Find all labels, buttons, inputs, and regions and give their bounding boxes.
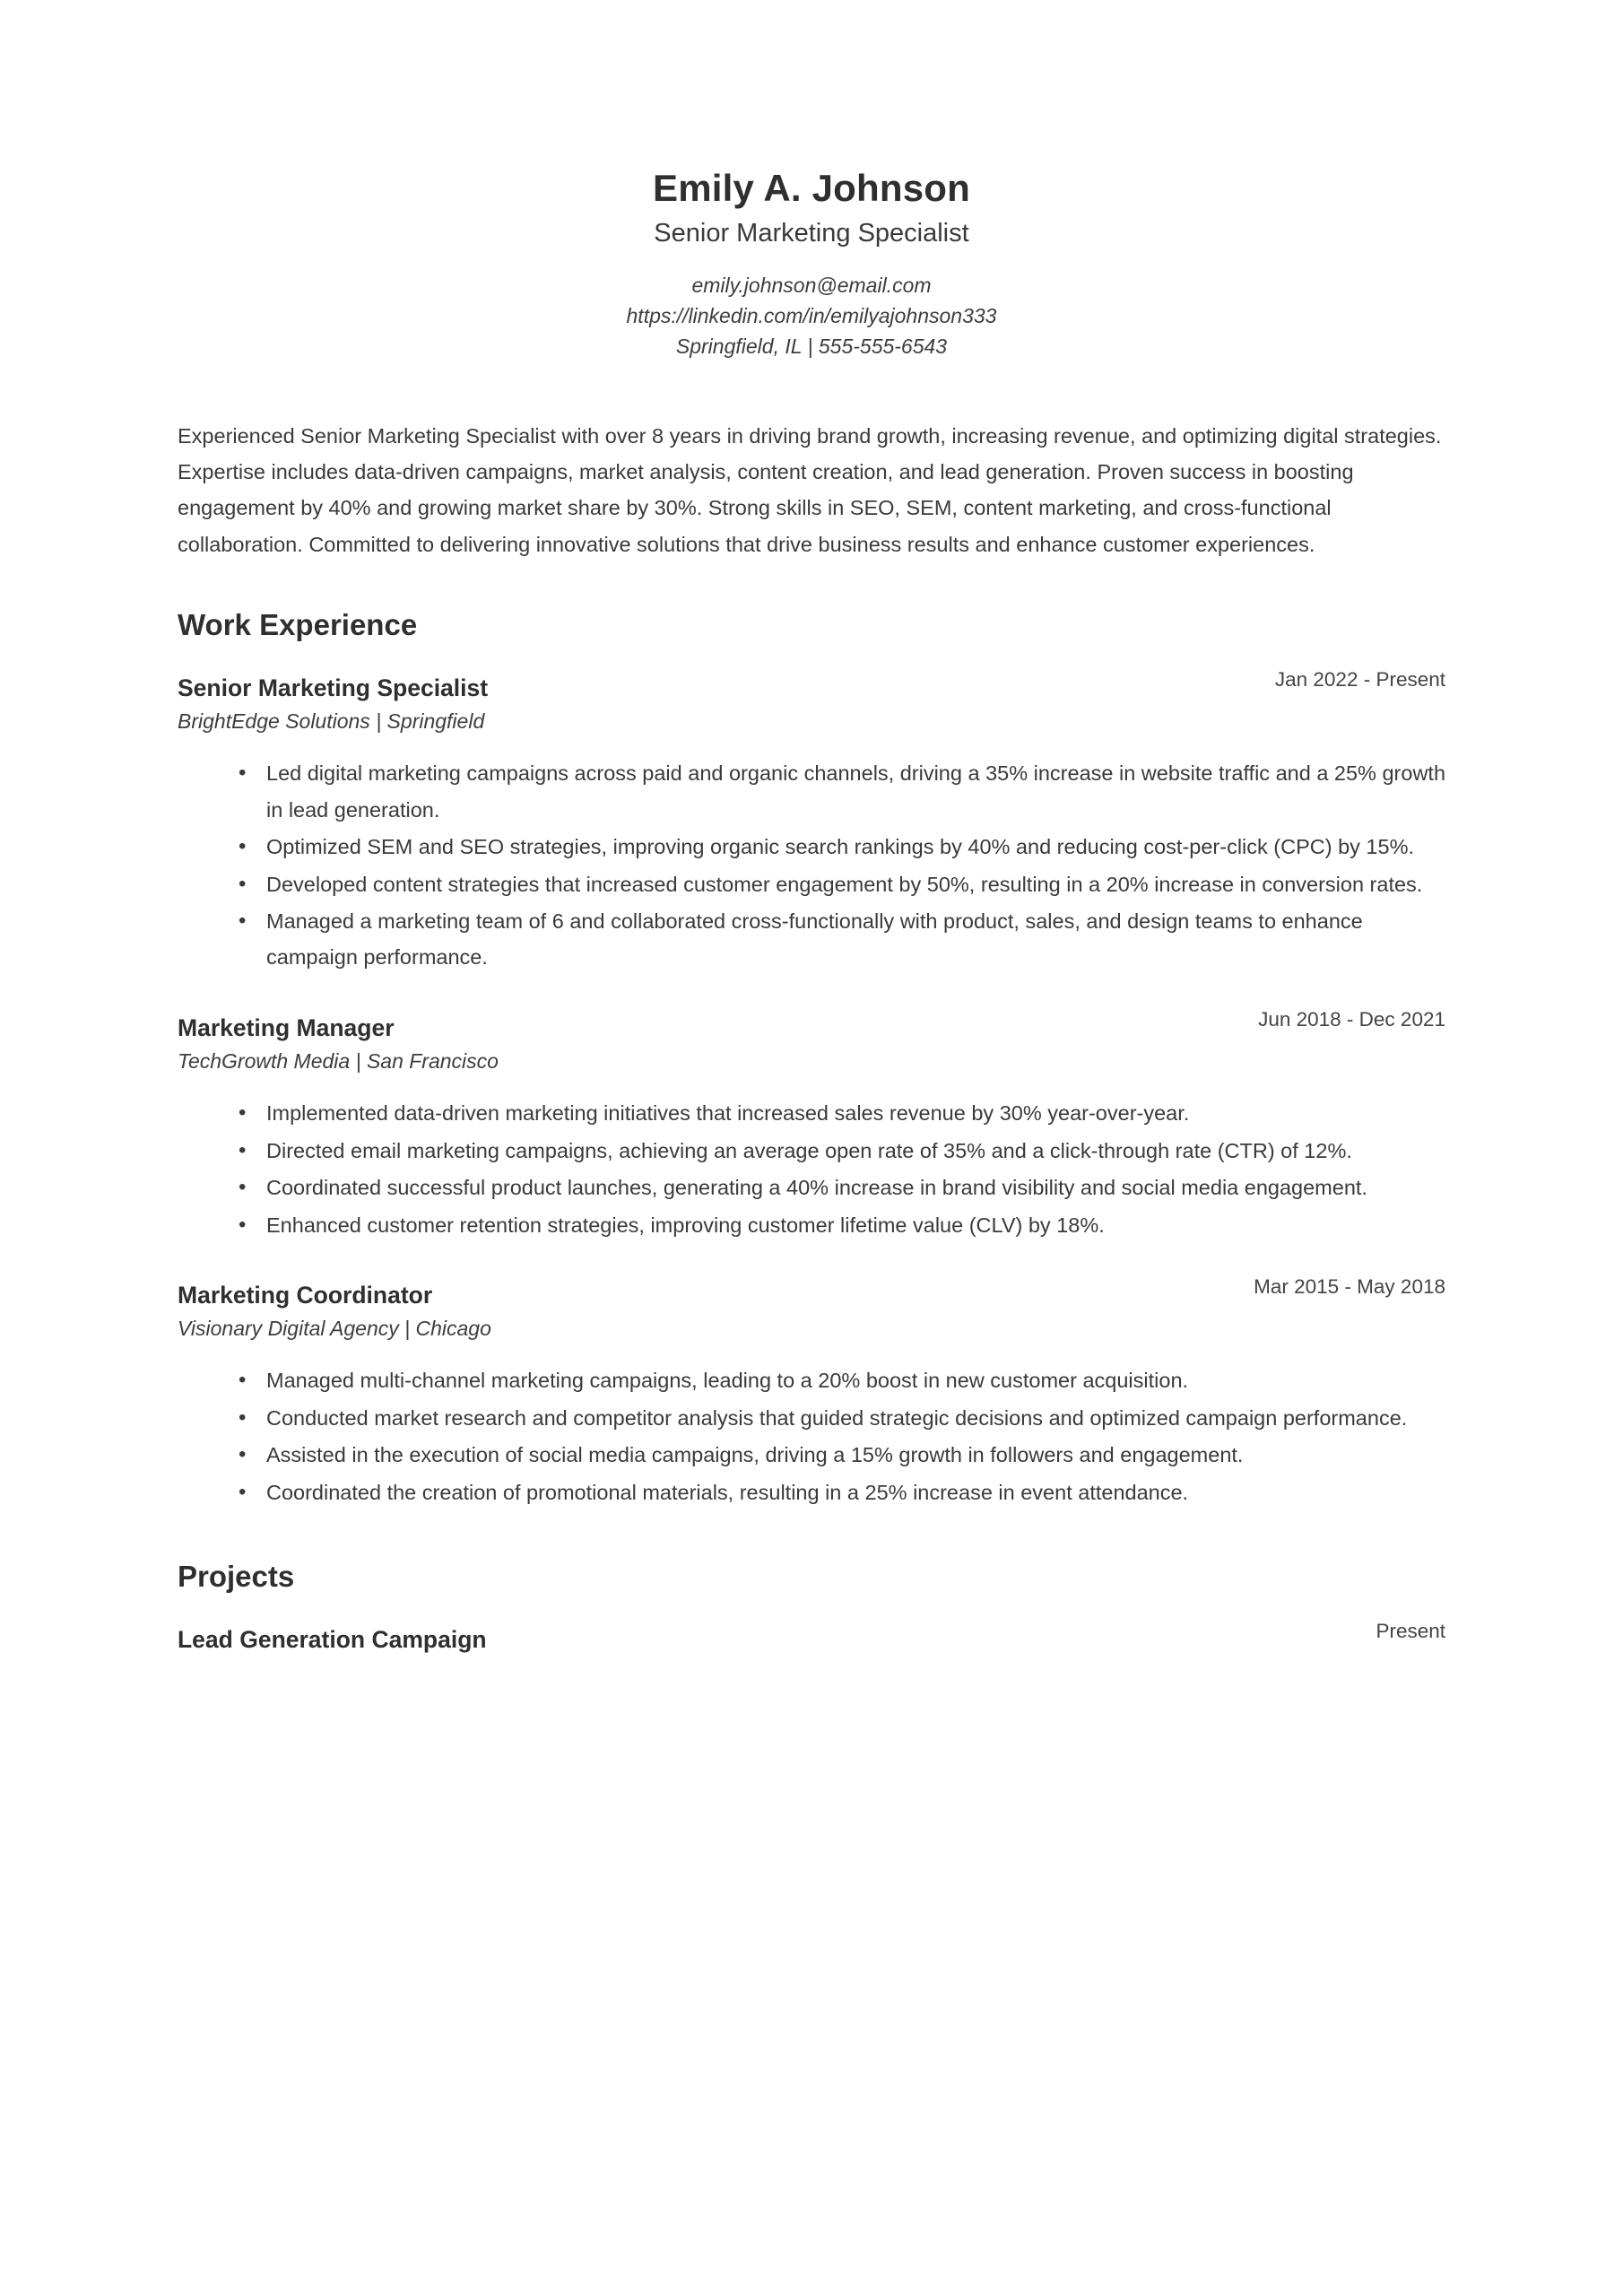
- list-item: • Led digital marketing campaigns across paid and organic channels, driving a 35% increase in website traffic and a 25% growth in lead generation.: [178, 755, 1445, 828]
- work-entry-date: Jan 2022 - Present: [1274, 667, 1445, 691]
- list-item: • Managed a marketing team of 6 and collaborated cross-functionally with product, sales, and design teams to enhance campaign performance.: [178, 903, 1445, 976]
- work-entry-date: Jun 2018 - Dec 2021: [1258, 1007, 1445, 1031]
- list-item: • Implemented data-driven marketing initiatives that increased sales revenue by 30% year-over-year.: [178, 1095, 1445, 1131]
- list-item: • Managed multi-channel marketing campaigns, leading to a 20% boost in new customer acquisition.: [178, 1362, 1445, 1398]
- list-item: • Directed email marketing campaigns, achieving an average open rate of 35% and a click-through rate (CTR) of 12%.: [178, 1133, 1445, 1169]
- list-item: • Optimized SEM and SEO strategies, improving organic search rankings by 40% and reducing cost-per-click (CPC) by 15%.: [178, 829, 1445, 865]
- project-entry: [178, 1618, 1445, 1655]
- work-entry-company: TechGrowth Media | San Francisco: [178, 1049, 499, 1074]
- contact-linkedin[interactable]: https://linkedin.com/in/emilyajohnson333: [626, 304, 997, 328]
- work-entry-title: Marketing Coordinator: [178, 1281, 433, 1309]
- contact-email[interactable]: emily.johnson@email.com: [691, 274, 932, 298]
- section-heading-work-experience: Work Experience: [178, 608, 418, 642]
- work-entry-title: Senior Marketing Specialist: [178, 674, 489, 701]
- resume-header: [178, 0, 1445, 362]
- list-item: • Assisted in the execution of social media campaigns, driving a 15% growth in followers and engagement.: [178, 1437, 1445, 1473]
- work-entry-bullets: [178, 1095, 1445, 1243]
- work-entry-head: [178, 1274, 1445, 1310]
- section-projects: [178, 1559, 1445, 1655]
- list-item: • Enhanced customer retention strategies, improving customer lifetime value (CLV) by 18%.: [178, 1207, 1445, 1243]
- list-item: • Coordinated the creation of promotional materials, resulting in a 25% increase in event attendance.: [178, 1474, 1445, 1510]
- header-job-title: Senior Marketing Specialist: [654, 219, 969, 248]
- work-entry-title: Marketing Manager: [178, 1013, 395, 1041]
- work-entry: [178, 1006, 1445, 1243]
- contact-location-phone: Springfield, IL | 555-555-6543: [675, 334, 948, 358]
- project-entry-head: [178, 1618, 1445, 1655]
- page-title: Emily A. Johnson: [652, 167, 971, 209]
- work-entry-date: Mar 2015 - May 2018: [1254, 1274, 1445, 1298]
- list-item: • Coordinated successful product launches, generating a 40% increase in brand visibility and social media engagement.: [178, 1170, 1445, 1205]
- work-entry-head: [178, 1006, 1445, 1043]
- professional-summary: Experienced Senior Marketing Specialist with over 8 years in driving brand growth, increasing revenue, and optimizing digital strategies. Expertise includes data-driven campaigns, market analysis, content creation, and lead generation. Proven success in boosting engagement by 40% and growing market share by 30%. Strong skills in SEO, SEM, content marketing, and cross-functional collaboration. Committed to delivering innovative solutions that drive business results and enhance customer experiences.: [178, 423, 1442, 556]
- work-entry-company: Visionary Digital Agency | Chicago: [178, 1317, 491, 1341]
- work-entry: [178, 1274, 1445, 1510]
- project-entry-title: Lead Generation Campaign: [178, 1625, 487, 1653]
- contact-block: [178, 271, 1445, 361]
- project-entry-date: Present: [1376, 1619, 1445, 1642]
- list-item: • Conducted market research and competitor analysis that guided strategic decisions and optimized campaign performance.: [178, 1400, 1445, 1436]
- work-entry-company: BrightEdge Solutions | Springfield: [178, 709, 485, 734]
- section-heading-projects: Projects: [178, 1560, 295, 1594]
- section-work-experience: [178, 607, 1445, 1510]
- work-entry-bullets: [178, 1362, 1445, 1510]
- work-entry: [178, 666, 1445, 976]
- list-item: • Developed content strategies that increased customer engagement by 50%, resulting in a 20% increase in conversion rates.: [178, 866, 1445, 902]
- work-entry-head: [178, 666, 1445, 703]
- work-entry-bullets: [178, 755, 1445, 975]
